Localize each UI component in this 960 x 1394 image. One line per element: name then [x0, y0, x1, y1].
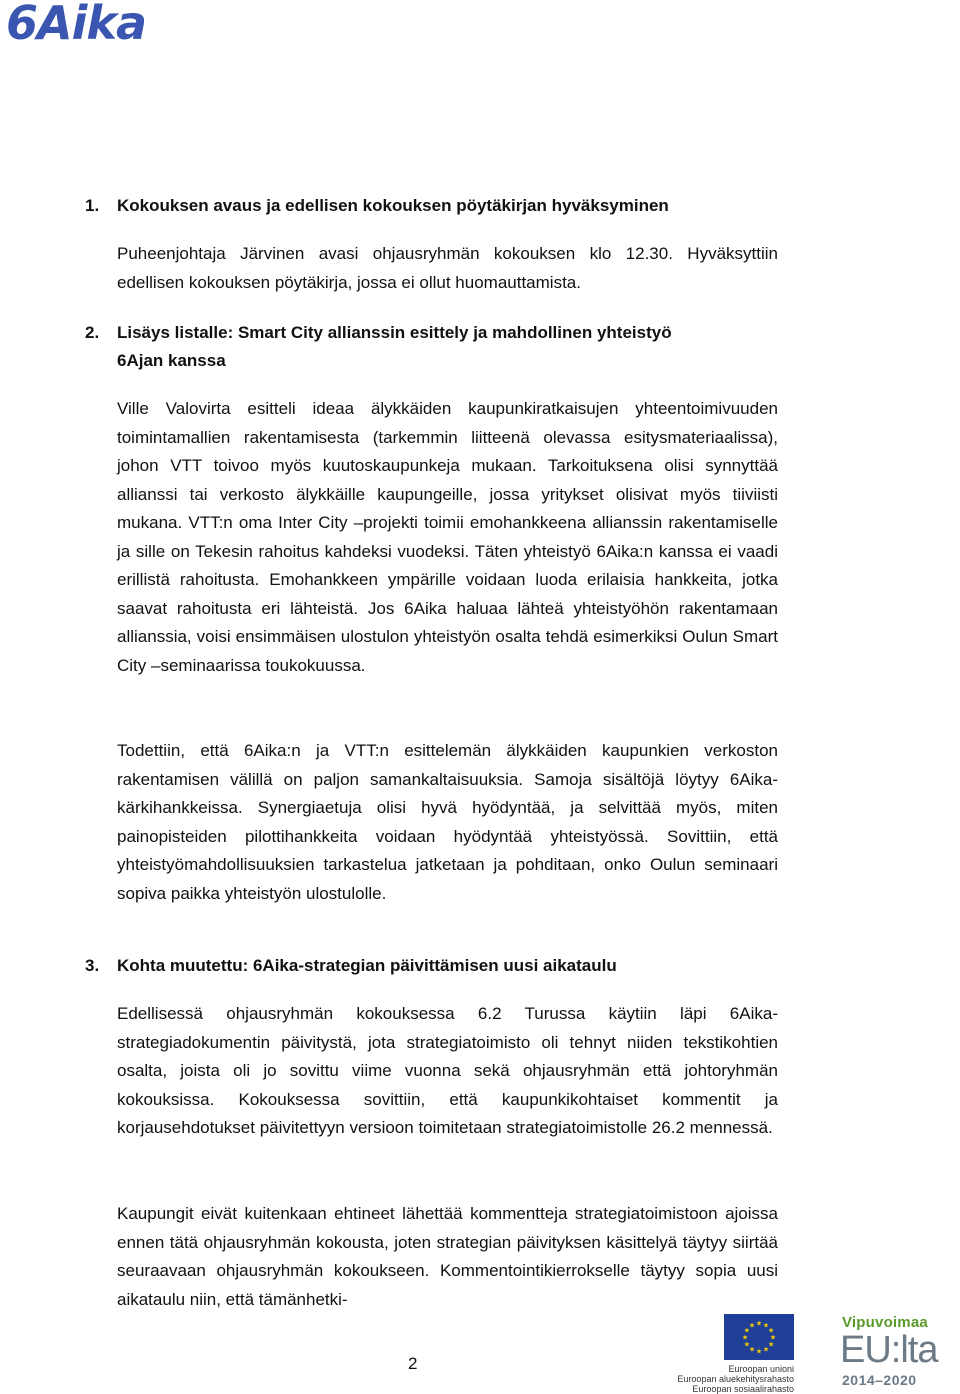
- section-2-heading: [85, 319, 785, 375]
- section-1-paragraph-1: Puheenjohtaja Järvinen avasi ohjausryhmän kokouksen klo 12.30. Hyväksyttiin edellisen kokouksen pöytäkirja, jossa ei ollut huomauttamista.: [117, 244, 778, 292]
- vipuvoimaa-eu-text: EU:lta: [840, 1329, 938, 1371]
- eu-text-line-3: Euroopan sosiaalirahasto: [692, 1384, 794, 1394]
- section-1-number: 1.: [85, 196, 100, 215]
- eu-star-icon: ★: [762, 1346, 770, 1354]
- eu-star-icon: ★: [748, 1346, 756, 1354]
- section-2-number: 2.: [85, 323, 100, 342]
- eu-star-icon: ★: [767, 1327, 775, 1335]
- eu-flag-icon: [724, 1314, 794, 1360]
- section-3-heading: [85, 952, 785, 980]
- section-3-number: 3.: [85, 956, 100, 975]
- eu-star-icon: ★: [755, 1348, 763, 1356]
- section-3-title: Kohta muutettu: 6Aika-strategian päivittämisen uusi aikataulu: [117, 956, 617, 975]
- eu-star-icon: ★: [767, 1341, 775, 1349]
- section-3-paragraph-2: Kaupungit eivät kuitenkaan ehtineet lähettää kommentteja strategiatoimistoon ajoissa ennen tätä ohjausryhmän kokousta, joten strategian päivityksen käsittelyä täytyy siirtää seuraavaan ohjausryhmän kokoukseen. Kommentointikierrokselle täytyy sopia uusi aikataulu niin, että tämänhetki-: [117, 1204, 778, 1309]
- vipuvoimaa-years: 2014–2020: [842, 1372, 917, 1388]
- section-2-title-line-1: Lisäys listalle: Smart City allianssin esittely ja mahdollinen yhteistyö: [117, 323, 672, 342]
- eu-star-icon: ★: [748, 1322, 756, 1330]
- eu-star-icon: ★: [743, 1341, 751, 1349]
- eu-funding-text: [638, 1364, 794, 1394]
- vipuvoimaa-logo: [838, 1314, 956, 1392]
- eu-star-icon: ★: [769, 1334, 777, 1342]
- section-2-title-line-2: 6Ajan kanssa: [117, 351, 226, 370]
- vipuvoimaa-title: Vipuvoimaa: [842, 1314, 928, 1331]
- eu-funding-logo: [638, 1314, 796, 1392]
- section-1-title: Kokouksen avaus ja edellisen kokouksen pöytäkirjan hyväksyminen: [117, 196, 669, 215]
- eu-text-line-1: Euroopan unioni: [728, 1364, 794, 1374]
- eu-star-icon: ★: [755, 1320, 763, 1328]
- section-1-heading: [85, 192, 785, 220]
- page-number: 2: [408, 1354, 418, 1373]
- eu-star-icon: ★: [743, 1327, 751, 1335]
- section-2-paragraph-1: Ville Valovirta esitteli ideaa älykkäiden kaupunkiratkaisujen yhteentoimivuuden toimintamallien rakentamisesta (tarkemmin liitteenä olevassa esitysmateriaalissa), johon VTT toivoo myös kuutoskaupunkeja mukaan. Tarkoituksena olisi synnyttää allianssi tai verkosto älykkäille kaupungeille, jossa yritykset olisivat myös tiiviisti mukana. VTT:n oma Inter City –projekti toimii emohankkeena allianssin rakentamiselle ja sille on Tekesin rahoitus kahdeksi vuodeksi. Täten yhteistyö 6Aika:n kanssa ei vaadi erillistä rahoitusta. Emohankkeen ympärille voidaan luoda erilaisia hankkeita, jotka saavat rahoitusta eri lähteistä. Jos 6Aika haluaa lähteä yhteistyöhön rakentamaan allianssia, voisi ensimmäisen ulostulon yhteistyön osalta tehdä esimerkiksi Oulun Smart City –seminaarissa toukokuussa.: [117, 399, 778, 675]
- 6aika-logo: 6Aika: [6, 0, 147, 50]
- eu-star-icon: ★: [741, 1334, 749, 1342]
- eu-text-line-2: Euroopan aluekehitysrahasto: [677, 1374, 794, 1384]
- section-2-paragraph-2: Todettiin, että 6Aika:n ja VTT:n esittelemän älykkäiden kaupunkien verkoston rakentamisen välillä on paljon samankaltaisuuksia. Samoja sisältöjä löytyy 6Aika-kärkihankkeissa. Synergiaetuja olisi hyvä hyödyntää, ja selvittää myös, miten painopisteiden pilottihankkeita voidaan hyödyntää yhteistyössä. Sovittiin, että yhteistyömahdollisuuksien tarkastelua jatketaan ja pohditaan, onko Oulun seminaari sopiva paikka yhteistyön ulostulolle.: [117, 741, 778, 903]
- section-3-paragraph-1: Edellisessä ohjausryhmän kokouksessa 6.2 Turussa käytiin läpi 6Aikastrategiadokumentin päivitystä, jota strategiatoimisto oli tehnyt niiden tekstikohtien osalta, joista oli jo sovittu viime vuonna sekä ohjausryhmän että johtoryhmän kokouksissa. Kokouksessa sovittiin, että kaupunkikohtaiset kommentit ja korjausehdotukset päivitettyyn versioon toimitetaan strategiatoimistolle 26.2 mennessä.: [117, 1004, 778, 1137]
- eu-star-icon: ★: [762, 1322, 770, 1330]
